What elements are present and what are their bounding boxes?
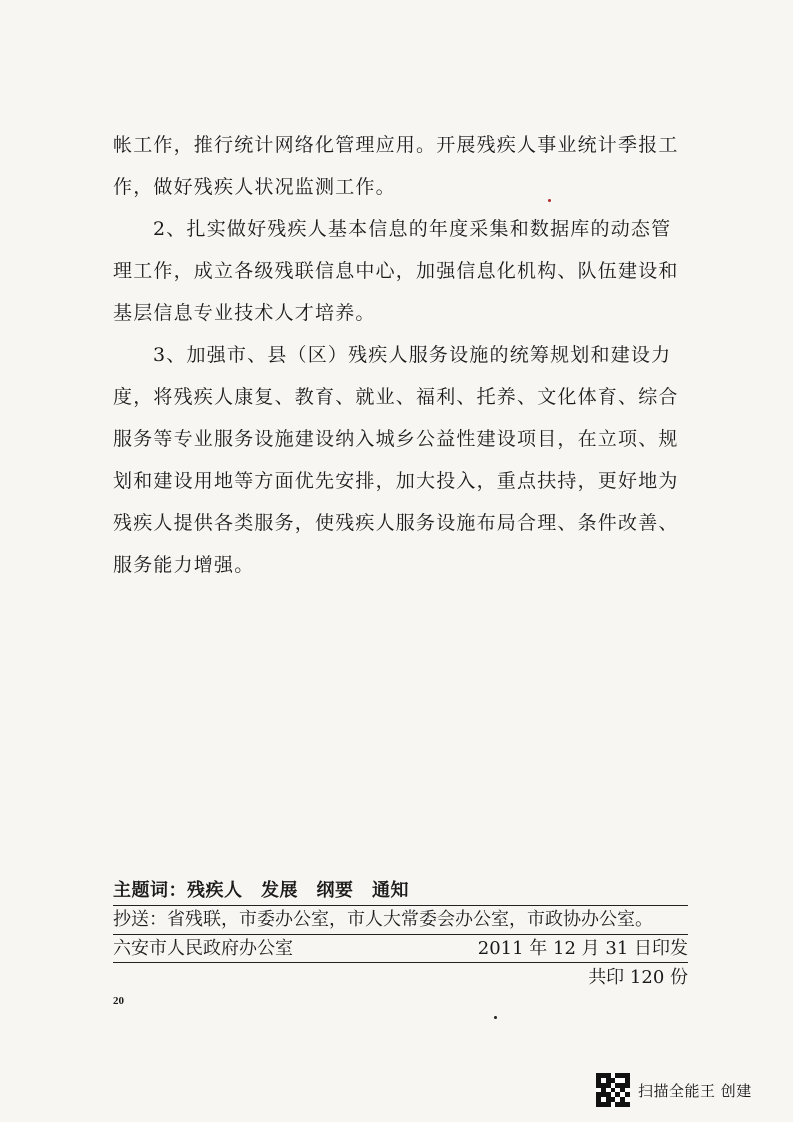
- paragraph-1-line-2: 作，做好残疾人状况监测工作。: [113, 176, 396, 198]
- subject-keywords: 主题词：残疾人 发展 纲要 通知: [113, 880, 409, 901]
- ink-speck: [548, 199, 551, 202]
- cc-recipients: 抄送：省残联，市委办公室，市人大常委会办公室，市政协办公室。: [113, 909, 653, 930]
- issuer-name: 六安市人民政府办公室: [113, 938, 293, 959]
- cc-row: [113, 905, 688, 934]
- document-footer: [113, 876, 688, 992]
- paragraph-2: 2、扎实做好残疾人基本信息的年度采集和数据库的动态管理工作，成立各级残联信息中心，加强信息化机构、队伍建设和基层信息专业技术人才培养。: [113, 218, 679, 324]
- issuer-row: [113, 934, 688, 963]
- qr-code-icon: [596, 1073, 630, 1107]
- ink-speck: [494, 1016, 497, 1019]
- page-number: 20: [113, 995, 124, 1007]
- document-body: [113, 124, 688, 586]
- copies-row: [113, 963, 688, 992]
- watermark-text: 扫描全能王 创建: [638, 1081, 752, 1100]
- copies-count: 共印 120 份: [588, 967, 688, 988]
- paragraph-1-line-1: 帐工作，推行统计网络化管理应用。开展残疾人事业统计季报工: [113, 134, 679, 156]
- issue-date: 2011 年 12 月 31 日印发: [477, 938, 688, 959]
- scanner-watermark: [596, 1073, 752, 1107]
- paragraph-3: 3、加强市、县（区）残疾人服务设施的统筹规划和建设力度，将残疾人康复、教育、就业、福利、托养、文化体育、综合服务等专业服务设施建设纳入城乡公益性建设项目，在立项、规划和建设用地等方面优先安排，加大投入，重点扶持，更好地为残疾人提供各类服务，使残疾人服务设施布局合理、条件改善、服务能力增强。: [113, 344, 679, 576]
